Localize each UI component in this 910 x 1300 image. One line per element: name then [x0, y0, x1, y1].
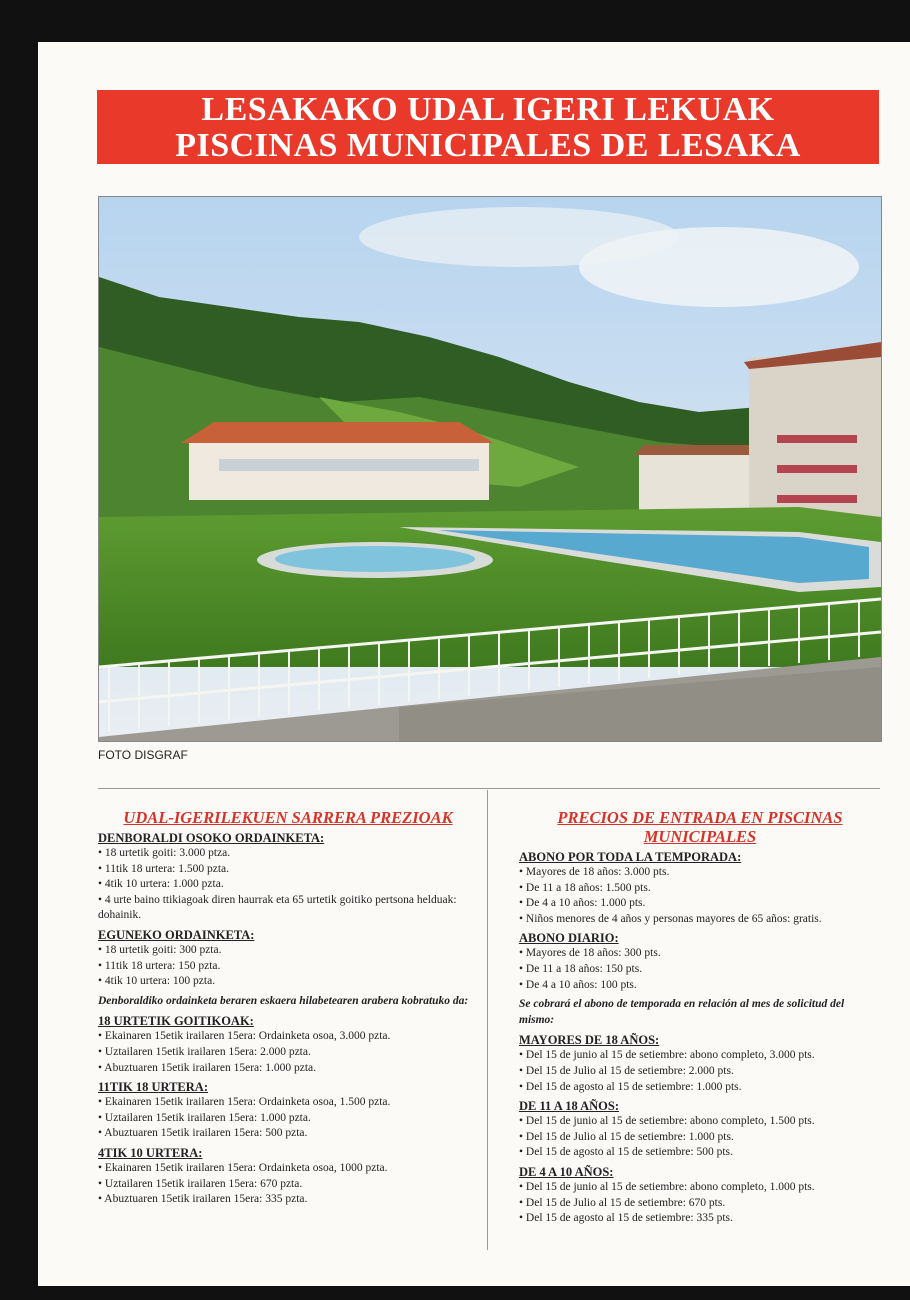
list-item: • Abuztuaren 15etik irailaren 15era: 335 pzta.	[98, 1192, 478, 1208]
basque-prices-column	[98, 808, 478, 1208]
teen-heading: DE 11 A 18 AÑOS:	[519, 1099, 620, 1114]
daily-list	[519, 946, 881, 993]
list-item: • Del 15 de agosto al 15 de setiembre: 335 pts.	[519, 1211, 881, 1227]
list-item: • 4tik 10 urtera: 100 pzta.	[98, 974, 478, 990]
adult-list	[519, 1048, 881, 1095]
divider-horizontal	[98, 788, 880, 789]
photo-caption: FOTO DISGRAF	[98, 748, 188, 762]
list-item: • Del 15 de junio al 15 de setiembre: abono completo, 1.000 pts.	[519, 1180, 881, 1196]
spanish-prices-title: PRECIOS DE ENTRADA EN PISCINAS MUNICIPALES	[557, 808, 843, 846]
season-heading: ABONO POR TODA LA TEMPORADA:	[519, 850, 742, 864]
list-item: • 11tik 18 urtera: 150 pzta.	[98, 959, 478, 975]
list-item: • 18 urtetik goiti: 300 pzta.	[98, 943, 478, 959]
list-item: • Mayores de 18 años: 300 pts.	[519, 946, 881, 962]
list-item: • 4 urte baino ttikiagoak diren haurrak eta 65 urtetik goitiko pertsona helduak: dohainik.	[98, 893, 478, 924]
title-banner	[97, 90, 879, 164]
list-item: • 4tik 10 urtera: 1.000 pzta.	[98, 877, 478, 893]
list-item: • Del 15 de junio al 15 de setiembre: abono completo, 1.500 pts.	[519, 1114, 881, 1130]
list-item: • Del 15 de agosto al 15 de setiembre: 500 pts.	[519, 1145, 881, 1161]
list-item: • Ekainaren 15etik irailaren 15era: Ordainketa osoa, 1000 pzta.	[98, 1161, 478, 1177]
list-item: • Abuztuaren 15etik irailaren 15era: 1.000 pzta.	[98, 1061, 478, 1077]
list-item: • De 11 a 18 años: 150 pts.	[519, 962, 881, 978]
list-item: • De 11 a 18 años: 1.500 pts.	[519, 881, 881, 897]
magazine-page	[38, 42, 910, 1286]
list-item: • Uztailaren 15etik irailaren 15era: 670 pzta.	[98, 1177, 478, 1193]
list-item: • De 4 a 10 años: 1.000 pts.	[519, 896, 881, 912]
season-heading: DENBORALDI OSOKO ORDAINKETA:	[98, 831, 325, 845]
list-item: • Del 15 de Julio al 15 de setiembre: 1.000 pts.	[519, 1130, 881, 1146]
teen-list	[519, 1114, 881, 1161]
title-basque: LESAKAKO UDAL IGERI LEKUAK	[201, 91, 775, 128]
title-spanish: PISCINAS MUNICIPALES DE LESAKA	[175, 127, 801, 164]
teen-heading: 11TIK 18 URTERA:	[98, 1080, 208, 1095]
list-item: • Del 15 de Julio al 15 de setiembre: 2.000 pts.	[519, 1064, 881, 1080]
child-heading: DE 4 A 10 AÑOS:	[519, 1164, 614, 1179]
child-list	[98, 1161, 478, 1208]
list-item: • Ekainaren 15etik irailaren 15era: Ordainketa osoa, 1.500 pzta.	[98, 1095, 478, 1111]
season-list	[98, 846, 478, 924]
basque-prices-title: UDAL-IGERILEKUEN SARRERA PREZIOAK	[123, 808, 453, 827]
list-item: • Uztailaren 15etik irailaren 15era: 2.000 pzta.	[98, 1045, 478, 1061]
pool-photo	[98, 196, 882, 742]
spanish-prices-column	[519, 808, 881, 1227]
list-item: • Del 15 de Julio al 15 de setiembre: 670 pts.	[519, 1196, 881, 1212]
season-note: Denboraldiko ordainketa beraren eskaera hilabetearen arabera kobratuko da:	[98, 994, 469, 1007]
list-item: • Ekainaren 15etik irailaren 15era: Ordainketa osoa, 3.000 pzta.	[98, 1029, 478, 1045]
adult-heading: 18 URTETIK GOITIKOAK:	[98, 1014, 254, 1029]
list-item: • Del 15 de agosto al 15 de setiembre: 1.000 pts.	[519, 1080, 881, 1096]
daily-heading: ABONO DIARIO:	[519, 931, 619, 946]
divider-vertical	[487, 790, 488, 1250]
list-item: • Abuztuaren 15etik irailaren 15era: 500 pzta.	[98, 1126, 478, 1142]
daily-heading: EGUNEKO ORDAINKETA:	[98, 927, 255, 942]
list-item: • Mayores de 18 años: 3.000 pts.	[519, 865, 881, 881]
teen-list	[98, 1095, 478, 1142]
child-heading: 4TIK 10 URTERA:	[98, 1145, 203, 1160]
list-item: • 11tik 18 urtera: 1.500 pzta.	[98, 862, 478, 878]
list-item: • Del 15 de junio al 15 de setiembre: abono completo, 3.000 pts.	[519, 1048, 881, 1064]
season-list	[519, 865, 881, 927]
adult-heading: MAYORES DE 18 AÑOS:	[519, 1033, 660, 1048]
season-note: Se cobrará el abono de temporada en relación al mes de solicitud del mismo:	[519, 998, 845, 1026]
adult-list	[98, 1029, 478, 1076]
child-list	[519, 1180, 881, 1227]
list-item: • Uztailaren 15etik irailaren 15era: 1.000 pzta.	[98, 1111, 478, 1127]
daily-list	[98, 943, 478, 990]
list-item: • 18 urtetik goiti: 3.000 ptza.	[98, 846, 478, 862]
list-item: • De 4 a 10 años: 100 pts.	[519, 978, 881, 994]
list-item: • Niños menores de 4 años y personas mayores de 65 años: gratis.	[519, 912, 881, 928]
